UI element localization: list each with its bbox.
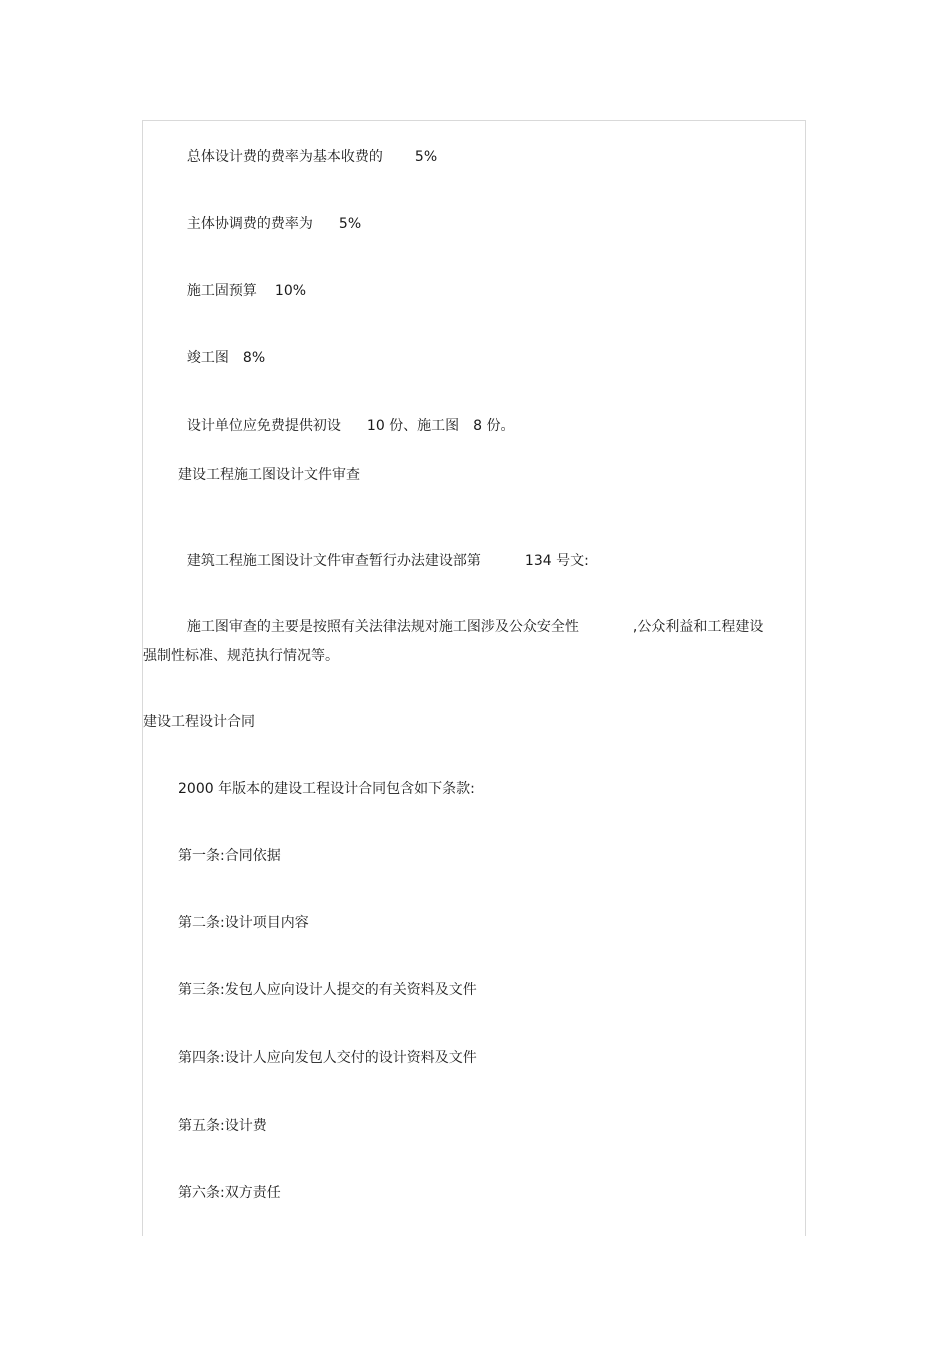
- fee-rate-overall-text: 总体设计费的费率为基本收费的: [186, 149, 383, 165]
- free-copies-construction: 8 份。: [473, 418, 515, 434]
- clause-6: 第六条:双方责任: [178, 1185, 281, 1201]
- review-scope-line-2: 强制性标准、规范执行情况等。: [143, 648, 339, 664]
- review-regulation-number: 134 号文:: [524, 553, 589, 569]
- review-regulation-text: 建筑工程施工图设计文件审查暂行办法建设部第: [186, 553, 481, 569]
- fee-rate-overall-line: [178, 130, 437, 166]
- clause-5: 第五条:设计费: [178, 1118, 267, 1134]
- as-built-drawing-text: 竣工图: [186, 350, 229, 366]
- review-scope-text: 施工图审查的主要是按照有关法律法规对施工图涉及公众安全性: [186, 619, 579, 635]
- free-copies-text: 设计单位应免费提供初设: [186, 418, 341, 434]
- clause-3: 第三条:发包人应向设计人提交的有关资料及文件: [178, 982, 477, 998]
- free-copies-prelim: 10 份、施工图: [366, 418, 460, 434]
- free-copies-line: [178, 399, 515, 435]
- review-scope-line: [178, 600, 763, 636]
- coordination-fee-text: 主体协调费的费率为: [186, 216, 313, 232]
- clause-1: 第一条:合同依据: [178, 848, 281, 864]
- section-heading-review: 建设工程施工图设计文件审查: [178, 467, 360, 483]
- clause-2: 第二条:设计项目内容: [178, 915, 309, 931]
- contract-intro: 2000 年版本的建设工程设计合同包含如下条款:: [178, 781, 475, 797]
- clause-4: 第四条:设计人应向发包人交付的设计资料及文件: [178, 1050, 477, 1066]
- construction-budget-line: [178, 264, 306, 300]
- section-heading-contract: 建设工程设计合同: [143, 714, 255, 730]
- fee-rate-overall-value: 5%: [414, 149, 438, 165]
- construction-budget-text: 施工固预算: [186, 283, 257, 299]
- review-scope-text-cont: ,公众利益和工程建设: [632, 619, 764, 635]
- coordination-fee-line: [178, 197, 361, 233]
- as-built-drawing-line: [178, 331, 265, 367]
- construction-budget-value: 10%: [274, 283, 307, 299]
- as-built-drawing-value: 8%: [242, 350, 266, 366]
- coordination-fee-value: 5%: [338, 216, 362, 232]
- review-regulation-line: [178, 534, 589, 570]
